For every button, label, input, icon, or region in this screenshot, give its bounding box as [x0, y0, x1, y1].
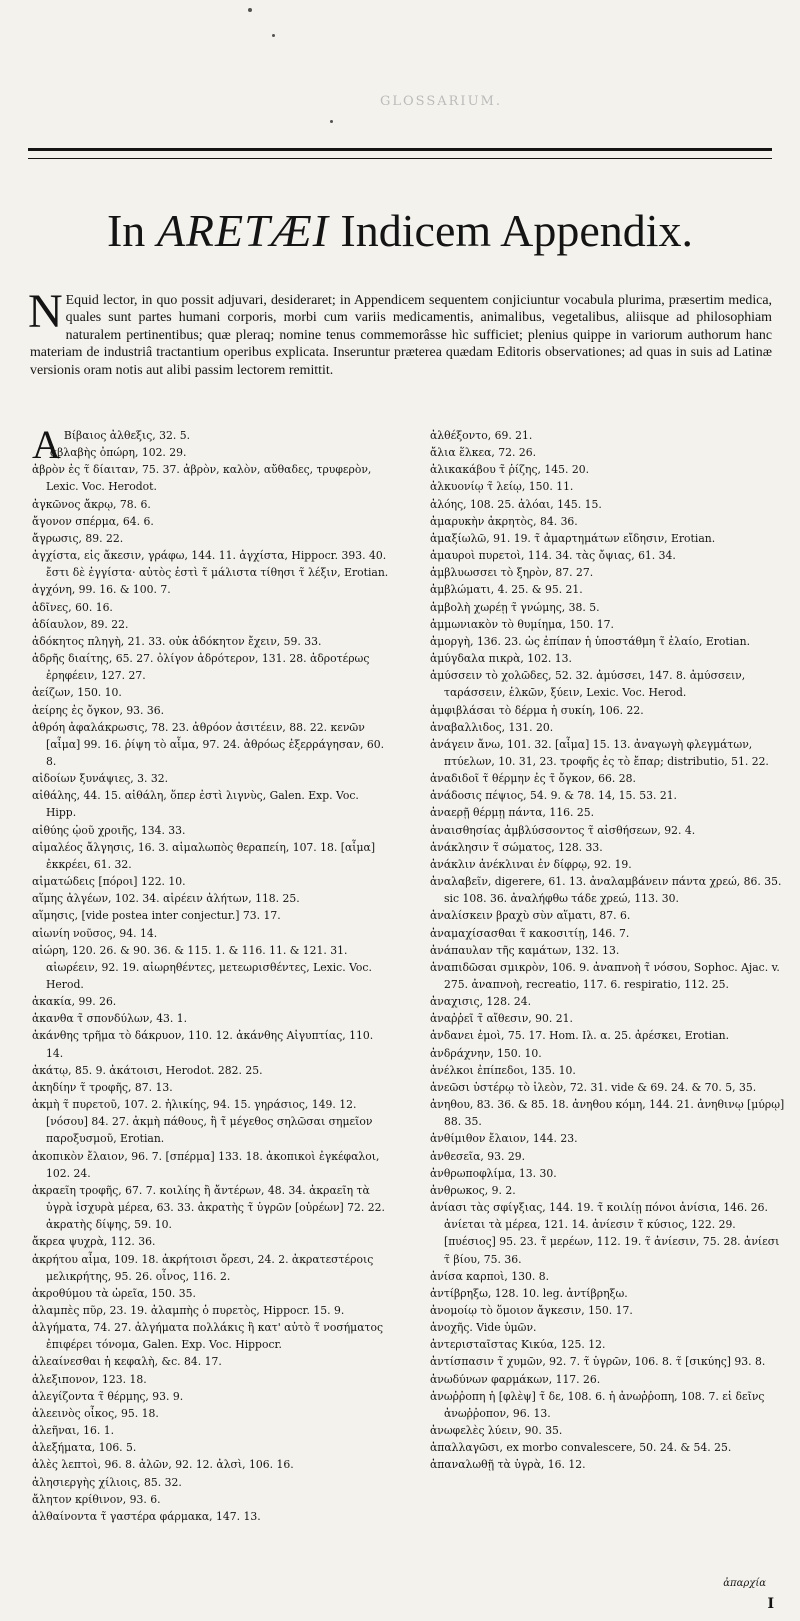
- index-entry-text: ἀντερισταῖστας Κικύα, 125. 12.: [430, 1338, 606, 1352]
- index-entry: [32, 839, 390, 873]
- index-entry-text: ἀνοχῆς. Vide ὑμῶν.: [430, 1321, 537, 1335]
- index-entry: [430, 1319, 786, 1336]
- index-entry-text: ἀθρόη ἀφαλάκρωσις, 78. 23. ἀθρόον ἀσιτέειν, 88. 22. κενῶν [αἷμα] 99. 16. ῥίψη τὸ αἷμα, 97. 24. ἀθρόως ἐξερράγησαν, 60. 8.: [32, 720, 385, 768]
- index-entry-text: αἰθάλης, 44. 15. αἰθάλη, ὅπερ ἐστὶ λιγνὺς, Galen. Exp. Voc. Hipp.: [32, 789, 359, 820]
- index-entry: [430, 1353, 786, 1370]
- index-entry: [430, 461, 786, 478]
- index-entry: [32, 890, 390, 907]
- index-entry: [430, 1010, 786, 1027]
- index-entry-text: ἀνίσα καρποὶ, 130. 8.: [430, 1269, 550, 1283]
- intro-paragraph: [28, 285, 772, 379]
- index-entry-text: ἀναδιδοῖ τ̃ θέρμην ἐς τ̃ ὄγκον, 66. 28.: [430, 772, 636, 786]
- signature-mark: I: [767, 1596, 774, 1612]
- index-entry-text: ἀναβαλλιδος, 131. 20.: [430, 720, 554, 734]
- index-entry-text: ἀμύγδαλα πικρὰ, 102. 13.: [430, 652, 572, 666]
- index-entry-text: ἄγρωσις, 89. 22.: [32, 531, 124, 545]
- index-entry-text: ἀμύσσειν τὸ χολῶδες, 52. 32. ἀμύσσει, 147. 8. ἀμύσσειν, ταράσσειν, ἑλκῶν, ξύειν, Lexic. Voc. Herod.: [430, 669, 746, 700]
- index-entry: [430, 1285, 786, 1302]
- index-entry-text: ἀνθρωκος, 9. 2.: [430, 1183, 516, 1197]
- index-entry: [430, 856, 786, 873]
- index-entry-text: ἀκακία, 99. 26.: [32, 995, 117, 1009]
- index-entry: [430, 1130, 786, 1147]
- index-entry: [430, 1268, 786, 1285]
- index-entry-text: αἰθύης ᾠοῦ χροιῆς, 134. 33.: [32, 823, 186, 837]
- index-entry: [32, 942, 390, 993]
- index-entry-text: ἀνεῶσι ὑστέρῳ τὸ ἰλεὸν, 72. 31. vide & 69. 24. & 70. 5, 35.: [430, 1080, 757, 1094]
- index-entry-text: ἀναχισις, 128. 24.: [430, 995, 532, 1009]
- index-entry-text: αἰωνίη νοῦσος, 94. 14.: [32, 926, 158, 940]
- index-entry: [32, 1353, 390, 1370]
- index-entry-text: ἀλαμπὲς πῦρ, 23. 19. ἀλαμπὴς ὁ πυρετὸς, Hippocr. 15. 9.: [32, 1303, 345, 1317]
- index-entry-text: ἀλόης, 108. 25. ἀλόαι, 145. 15.: [430, 497, 602, 511]
- index-entry-text: ἀναμαχίσασθαι τ̃ κακοσιτίῃ, 146. 7.: [430, 926, 630, 940]
- index-entry-text: ἀλικακάβου τ̃ ῥίζης, 145. 20.: [430, 463, 590, 477]
- index-entry-text: ἀλεῆναι, 16. 1.: [32, 1424, 115, 1438]
- index-entry: [430, 444, 786, 461]
- index-entry: [430, 839, 786, 856]
- index-column-left: [32, 422, 390, 1525]
- index-entry: [430, 959, 786, 993]
- index-entry-text: ἀμοργὴ, 136. 23. ὡς ἐπίπαν ἡ ὑποστάθμη τ̃ ἐλαίο, Erotian.: [430, 634, 751, 648]
- index-entry-text: ἀγχόνη, 99. 16. & 100. 7.: [32, 583, 171, 597]
- index-entry: [32, 581, 390, 598]
- index-entry: [430, 1027, 786, 1044]
- index-entry: [32, 530, 390, 547]
- index-entry: [32, 1182, 390, 1233]
- index-entry: [430, 822, 786, 839]
- index-entry-text: ἀναερῇ θέρμῃ πάντα, 116. 25.: [430, 806, 595, 820]
- index-entry: [430, 427, 786, 444]
- index-entry-text: ἀδίαυλον, 89. 22.: [32, 617, 129, 631]
- index-entry-text: ἄκρεα ψυχρὰ, 112. 36.: [32, 1235, 156, 1249]
- double-rule-bottom: [28, 158, 772, 159]
- index-entry: [430, 1422, 786, 1439]
- index-entry-text: ἀμαξίωλῶ, 91. 19. τ̃ ἀμαρτημάτων εἴδησιν, Erotian.: [430, 531, 716, 545]
- title-author: ARETÆI: [156, 205, 329, 256]
- index-entry-text: ἀνάπαυλαν τῆς καμάτων, 132. 13.: [430, 943, 620, 957]
- index-entry: [32, 599, 390, 616]
- index-entry: [430, 873, 786, 907]
- index-entry: [430, 702, 786, 719]
- index-entry-text: αἱματώδεις [πόροι] 122. 10.: [32, 875, 186, 889]
- index-entry: [430, 547, 786, 564]
- index-entry-text: ἄλια ἕλκεα, 72. 26.: [430, 446, 536, 460]
- index-entry: [430, 1045, 786, 1062]
- index-entry: [32, 616, 390, 633]
- index-entry: [430, 633, 786, 650]
- title-prefix: In: [106, 205, 157, 256]
- index-entry: [430, 581, 786, 598]
- catchword: ἀπαρχία: [723, 1578, 766, 1589]
- index-entry: [32, 1251, 390, 1285]
- index-entry: [430, 1439, 786, 1456]
- running-head: GLOSSARIUM.: [380, 94, 502, 109]
- index-entry: [430, 907, 786, 924]
- index-entry: [430, 736, 786, 770]
- intro-drop-cap: N: [28, 285, 63, 338]
- index-entry: [32, 1474, 390, 1491]
- intro-text: Equid lector, in quo possit adjuvari, desideraret; in Appendicem sequentem conjiciuntur vocabula plurima, præsertim medica, quales sunt partes humani corporis, morbi cum variis medicamentis, animalibus, vegetalibus, aliisque ad philosophiam naturalem pertinentibus; quæ pleraq; nomine tenus commemorâsse hìc sufficiet; plenius quippe in variorum authorum hanc materiam de industriâ tractantium operibus explicata. Inseruntur præterea quædam Editoris observationes; ad quas in suis ad Latinæ versionis oram notis aut alibi passim lectorem remittit.: [30, 293, 772, 378]
- index-entry: [32, 633, 390, 650]
- index-entry-text: ἀκοπικὸν ἔλαιον, 96. 7. [σπέρμα] 133. 18. ἀκοπικοὶ ἐγκέφαλοι, 102. 24.: [32, 1149, 380, 1180]
- index-entry-text: ἀλκυονίῳ τ̃ λείῳ, 150. 11.: [430, 480, 574, 494]
- index-entry: [430, 770, 786, 787]
- index-entry: [430, 787, 786, 804]
- index-entry: [32, 1508, 390, 1525]
- index-entry-text: ἀπαλλαγῶσι, ex morbo convalescere, 50. 24. & 54. 25.: [430, 1441, 732, 1455]
- index-entry-text: αἵμης ἀλγέων, 102. 34. αἱρέειν ἀλήτων, 118. 25.: [32, 892, 300, 906]
- index-entry: [430, 719, 786, 736]
- ink-speck: [248, 8, 252, 12]
- index-entry: [32, 513, 390, 530]
- index-entry: [32, 1371, 390, 1388]
- index-entry-text: ἀλθαίνοντα τ̃ γαστέρα φάρμακα, 147. 13.: [32, 1509, 261, 1523]
- index-entry: [32, 1027, 390, 1061]
- index-entry: [32, 822, 390, 839]
- index-entry: [32, 702, 390, 719]
- index-entry-text: ἀκμὴ τ̃ πυρετοῦ, 107. 2. ἡλικίης, 94. 15. γηράσιος, 149. 12. [νόσου] 84. 27. ἀκμὴ πάθους, ἢ τ̃ μέγεθος σηλῶσαι σημεῖον παροξυσμοῦ, Erotian.: [32, 1098, 373, 1146]
- index-entry-text: ἀνθεσεῖα, 93. 29.: [430, 1149, 526, 1163]
- index-entry: [430, 1062, 786, 1079]
- index-entry-text: ἀλεεινὸς οἶκος, 95. 18.: [32, 1406, 159, 1420]
- index-entry: [32, 547, 390, 581]
- index-entry-text: ἀλεξήματα, 106. 5.: [32, 1441, 137, 1455]
- index-entry: [430, 1079, 786, 1096]
- index-entry-text: ἀβλαβὴς ὀπώρη, 102. 29.: [49, 446, 187, 460]
- index-entry: [430, 599, 786, 616]
- index-entry-text: ἀλησιεργὴς χίλιοις, 85. 32.: [32, 1475, 182, 1489]
- index-entry-text: ἀνωῤῥοπη ἡ [φλὲψ] τ̃ δε, 108. 6. ἡ ἀνωῤῥοπη, 108. 7. εἰ δεῖνς ἀνωῤῥοπον, 96. 13.: [430, 1389, 765, 1420]
- index-entry: [430, 1388, 786, 1422]
- index-entry-text: ἀκηδίην τ̃ τροφῆς, 87. 13.: [32, 1080, 173, 1094]
- index-entry: [430, 1302, 786, 1319]
- index-entry: [32, 1319, 390, 1353]
- index-entry-text: ἀνάδοσις πέψιος, 54. 9. & 78. 14, 15. 53. 21.: [430, 789, 677, 803]
- index-entry-text: ἀμβλώματι, 4. 25. & 95. 21.: [430, 583, 583, 597]
- index-entry: [32, 1079, 390, 1096]
- index-entry-text: ἀνηθου, 83. 36. & 85. 18. ἀνηθου κόμη, 144. 21. ἀνηθινῳ [μύρῳ] 88. 35.: [430, 1098, 785, 1129]
- index-entry-text: ἀλθέξοντο, 69. 21.: [430, 429, 533, 442]
- index-entry: [430, 1182, 786, 1199]
- index-entry: [430, 496, 786, 513]
- index-entry: [32, 1010, 390, 1027]
- index-entry-text: ἀντίβρηξω, 128. 10. leg. ἀντίβρηξω.: [430, 1286, 628, 1300]
- index-entry-text: αἰώρη, 120. 26. & 90. 36. & 115. 1. & 116. 11. & 121. 31. αἰωρέειν, 92. 19. αἰωρηθέντες, μετεωρισθέντες, Lexic. Voc. Herod.: [32, 943, 372, 991]
- index-entry-text: Βίβαιος ἀλθεξις, 32. 5.: [63, 429, 191, 442]
- index-entry-text: ἀδῖνες, 60. 16.: [32, 600, 113, 614]
- index-entry: [32, 1405, 390, 1422]
- index-entry-text: ἀναπιδῶσαι σμικρὸν, 106. 9. ἀναπνοὴ τ̃ νόσου, Sophoc. Ajac. v. 275. ἀναπνοὴ, recreatio, 117. 6. respiratio, 112. 25.: [430, 960, 780, 991]
- index-entry-text: ἀκάνθης τρῆμα τὸ δάκρυον, 110. 12. ἀκάνθης Αἰγυπτίας, 110. 14.: [32, 1029, 374, 1060]
- index-entry-text: ἀλὲς λεπτοὶ, 96. 8. ἀλῶν, 92. 12. ἀλσὶ, 106. 16.: [32, 1458, 294, 1472]
- index-entry-text: ἀναισθησίας ἀμβλύσσοντος τ̃ αἰσθήσεων, 92. 4.: [430, 823, 696, 837]
- index-entry-text: ἀνδράχνην, 150. 10.: [430, 1046, 542, 1060]
- index-entry: [32, 444, 390, 461]
- index-column-right: [430, 427, 786, 1474]
- index-drop-cap: A: [32, 422, 61, 467]
- index-entry-text: ἀγκῶνος ἄκρῳ, 78. 6.: [32, 497, 151, 511]
- index-entry: [32, 873, 390, 890]
- index-entry: [32, 925, 390, 942]
- index-entry-text: ἀνδανει ἐμοὶ, 75. 17. Hom. Ιλ. α. 25. ἀρέσκει, Erotian.: [430, 1029, 730, 1043]
- index-entry: [32, 496, 390, 513]
- index-entry-text: ἀκραεῖη τροφῆς, 67. 7. κοιλίης ἢ ἄντέρων, 48. 34. ἀκραεῖη τὰ ὑγρὰ ἰσχυρὰ μέρεα, 63. 33. ἀκρατὴς τ̃ ὑγρῶν [οὐρέων] 72. 22. ἀκρατὴς δίψης, 59. 10.: [32, 1183, 385, 1232]
- index-entry-text: ἀμβλυωσσει τὸ ξηρὸν, 87. 27.: [430, 566, 594, 580]
- index-entry: [430, 1456, 786, 1473]
- index-entry: [430, 650, 786, 667]
- index-entry: [430, 667, 786, 701]
- index-entry: [32, 1233, 390, 1250]
- index-entry-text: ἀνωδύνων φαρμάκων, 117. 26.: [430, 1372, 601, 1386]
- index-entry: [32, 1062, 390, 1079]
- index-entry-text: ἄλητον κρίθινον, 93. 6.: [32, 1492, 161, 1506]
- index-entry: [32, 787, 390, 821]
- index-entry: [32, 1388, 390, 1405]
- double-rule-top: [28, 148, 772, 151]
- index-entry: [430, 478, 786, 495]
- index-entry-text: ἀνωφελὲς λύειν, 90. 35.: [430, 1424, 563, 1438]
- index-entry: [32, 650, 390, 684]
- index-entry-text: ἀμαρυκὴν ἀκρητὸς, 84. 36.: [430, 514, 578, 528]
- index-entry: [32, 1491, 390, 1508]
- index-entry-text: ἀμφιβλάσαι τὸ δέρμα ἡ συκίη, 106. 22.: [430, 703, 644, 717]
- index-entry: [430, 616, 786, 633]
- index-entry-text: ἀείρης ἐς ὄγκον, 93. 36.: [32, 703, 165, 717]
- index-entry-text: αἰδοίων ξυνάψιες, 3. 32.: [32, 772, 169, 786]
- index-entry-text: ἀνθίμιθον ἔλαιον, 144. 23.: [430, 1132, 578, 1146]
- index-entry: [430, 513, 786, 530]
- index-entry-text: ἀδόκητος πληγὴ, 21. 33. οὐκ ἀδόκητον ἔχειν, 59. 33.: [32, 634, 322, 648]
- index-entry: [430, 942, 786, 959]
- index-entry-text: ἀδρῆς διαίτης, 65. 27. ὀλίγον ἀδρότερον, 131. 28. ἀδροτέρως ἐρηφέειν, 127. 27.: [32, 652, 370, 683]
- index-entry: [430, 1371, 786, 1388]
- ink-speck: [272, 34, 275, 37]
- index-entry-text: ἀκροθύμου τὰ ὠρεῖα, 150. 35.: [32, 1286, 196, 1300]
- index-entry-text: ἀντίσπασιν τ̃ χυμῶν, 92. 7. τ̃ ὑγρῶν, 106. 8. τ̃ [σικύης] 93. 8.: [430, 1355, 766, 1369]
- index-entry-text: ἀμβολὴ χωρέῃ τ̃ γνώμης, 38. 5.: [430, 600, 600, 614]
- index-entry-text: ἀνθρωποφλίμα, 13. 30.: [430, 1166, 557, 1180]
- index-entry: [430, 1165, 786, 1182]
- index-entry-text: ἀνάγειν ἄνω, 101. 32. [αἷμα] 15. 13. ἀναγωγὴ φλεγμάτων, πτύελων, 10. 31, 23. τροφῆς ἐς τὸ ἔπαρ; distributio, 51. 22.: [430, 737, 769, 768]
- ink-speck: [330, 120, 333, 123]
- title-suffix: Indicem Appendix.: [328, 205, 694, 256]
- index-entry-text: ἀνομοίῳ τὸ ὅμοιον ἄγκεσιν, 150. 17.: [430, 1303, 633, 1317]
- index-entry-text: ἀπαναλωθῇ τὰ ὑγρὰ, 16. 12.: [430, 1458, 586, 1472]
- index-entry: [32, 1096, 390, 1147]
- index-entry: [32, 1439, 390, 1456]
- index-entry-text: ἀμμωνιακὸν τὸ θυμίημα, 150. 17.: [430, 617, 614, 631]
- index-entry-text: ἀλεαίνεσθαι ἡ κεφαλὴ, &c. 84. 17.: [32, 1355, 222, 1369]
- index-entry-text: ἀνάκλιν ἀνέκλιναι ἐν δίφρῳ, 92. 19.: [430, 857, 632, 871]
- index-entry: [32, 1285, 390, 1302]
- index-entry: [32, 907, 390, 924]
- index-entry-text: ἀλγήματα, 74. 27. ἀλγήματα πολλάκις ἢ κατ' αὐτὸ τ̃ νοσήματος ἐπιφέρει τόνομα, Galen. Exp. Voc. Hippocr.: [32, 1321, 383, 1352]
- index-entry-text: ἀμαυροὶ πυρετοὶ, 114. 34. τὰς ὄψιας, 61. 34.: [430, 549, 676, 563]
- index-entry-text: αἵμησις, [vide postea inter conjectur.] 73. 17.: [32, 909, 281, 923]
- index-entry: [430, 1199, 786, 1268]
- index-entry: [32, 1302, 390, 1319]
- index-entry-text: ἄγονον σπέρμα, 64. 6.: [32, 514, 154, 528]
- page-title: [0, 203, 800, 259]
- index-entry-text: ἀνάκλησιν τ̃ σώματος, 128. 33.: [430, 840, 603, 854]
- index-entry: [430, 925, 786, 942]
- index-entry: [430, 993, 786, 1010]
- index-entry-text: ἀκανθα τ̃ σπονδύλων, 43. 1.: [32, 1012, 188, 1026]
- index-entry-text: ἀναλίσκειν βραχὺ σὺν αἵματι, 87. 6.: [430, 909, 631, 923]
- index-entry: [430, 1148, 786, 1165]
- index-entry-text: ἀναῤῥεῖ τ̃ αἴθεσιν, 90. 21.: [430, 1012, 573, 1026]
- index-entry: [430, 1336, 786, 1353]
- index-entry-text: ἀνίασι τὰς σφίγξιας, 144. 19. τ̃ κοιλίῃ πόνοι ἀνίσια, 146. 26. ἀνίεται τὰ μέρεα, 121. 14. ἀνίεσιν τ̃ κύσιος, 122. 29. [πυέσιος] 95. 23. τ̃ μερέων, 112. 19. τ̃ ἀνίεσιν, 75. 28. ἀνίεσι τ̃ βίου, 75. 36.: [430, 1201, 780, 1266]
- index-entry-text: ἀλεξιπονον, 123. 18.: [32, 1372, 147, 1386]
- index-entry: [32, 770, 390, 787]
- index-entry: [430, 564, 786, 581]
- index-entry: [32, 1456, 390, 1473]
- index-entry: [32, 461, 390, 495]
- index-entry: [32, 719, 390, 770]
- index-entry: [32, 684, 390, 701]
- index-entry-text: ἀνέλκοι ἐπίπεδοι, 135. 10.: [430, 1063, 576, 1077]
- index-entry-text: ἀναλαβεῖν, digerere, 61. 13. ἀναλαμβάνειν πάντα χρεώ, 86. 35. sic 108. 36. ἀναλήφθω τάδε χρεώ, 113. 30.: [430, 875, 782, 906]
- index-entry: [32, 1148, 390, 1182]
- index-entry-text: ἀείζων, 150. 10.: [32, 686, 122, 700]
- index-entry: [430, 530, 786, 547]
- index-entry-text: ἀκρήτου αἷμα, 109. 18. ἀκρήτοισι ὄρεσι, 24. 2. ἀκρατεστέροις μελικρήτης, 95. 26. οἶνος, 116. 2.: [32, 1252, 374, 1283]
- index-entry: [32, 1422, 390, 1439]
- index-entry: [430, 1096, 786, 1130]
- index-entry-text: ἀγχίστα, εἰς ἄκεσιν, γράφω, 144. 11. ἀγχίστα, Hippocr. 393. 40. ἔστι δὲ ἐγγίστα· αὐτὸς ἐστὶ τ̃ μάλιστα τίθησι τ̃ λέξιν, Erotian.: [32, 549, 389, 580]
- index-entry-text: ἀκάτῳ, 85. 9. ἀκάτοισι, Herodot. 282. 25.: [32, 1063, 263, 1077]
- index-entry-text: ἀλεγίζοντα τ̃ θέρμης, 93. 9.: [32, 1389, 184, 1403]
- index-entry: [32, 993, 390, 1010]
- index-entry: [430, 804, 786, 821]
- index-entry-text: αἱμαλέος ἄλγησις, 16. 3. αἱμαλωπὸς θεραπείη, 107. 18. [αἷμα] ἐκκρέει, 61. 32.: [32, 840, 376, 871]
- index-entry-text: ἀβρὸν ἐς τ̃ δίαιταν, 75. 37. ἀβρὸν, καλὸν, αὔθαδες, τρυφερὸν, Lexic. Voc. Herodot.: [32, 463, 372, 494]
